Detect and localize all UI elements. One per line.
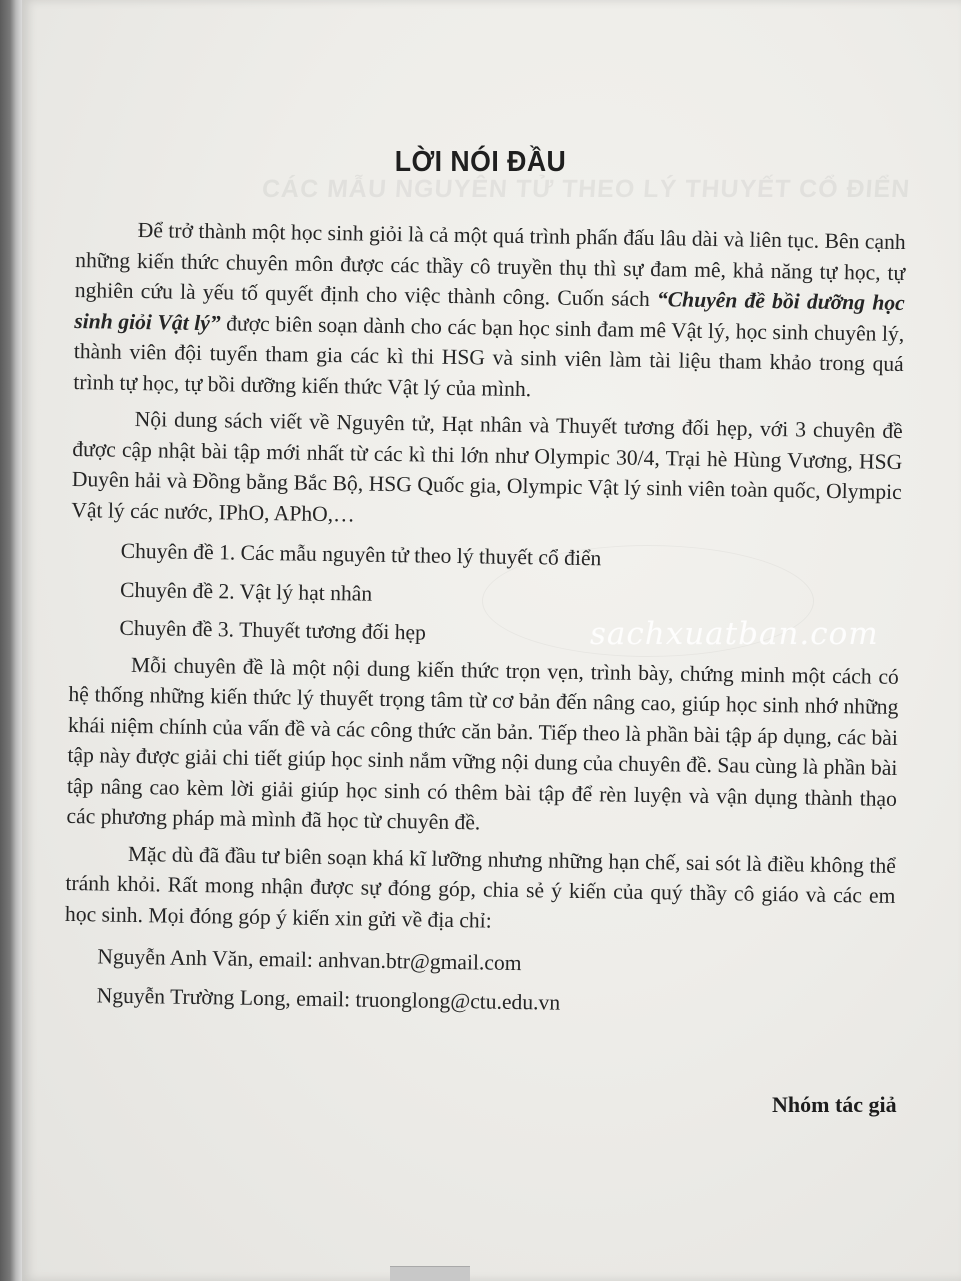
watermark: sachxuatban.com	[590, 616, 879, 652]
paragraph-intro	[73, 214, 906, 410]
paragraph-intro-end: được biên soạn dành cho các bạn học sinh đam mê Vật lý, học sinh chuyên lý, thành viên đội tuyển tham gia các kì thi HSG và sinh viên làm tài liệu tham khảo trong quá trình tự học, tự bồi dưỡng kiến thức Vật lý của mình.	[73, 310, 905, 401]
bottom-clip	[390, 1266, 470, 1281]
page-title: LỜI NÓI ĐẦU	[394, 146, 567, 178]
topic-item-2: Chuyên đề 2. Vật lý hạt nhân	[119, 577, 373, 606]
contact-item-2: Nguyễn Trường Long, email: truonglong@ctu.edu.vn	[96, 982, 561, 1015]
signature: Nhóm tác giả	[772, 1092, 897, 1117]
bleed-through-heading: CÁC MẪU NGUYÊN TỬ THEO LÝ THUYẾT CỔ ĐIỂN	[261, 175, 912, 203]
paragraph-structure: Mỗi chuyên đề là một nội dung kiến thức trọn vẹn, trình bày, chứng minh một cách có hệ thống những kiến thức lý thuyết trọng tâm từ cơ bản đến nâng cao, giúp học sinh nhớ những khái niệm chính của vấn đề và các công thức căn bản. Tiếp theo là phần bài tập áp dụng, các bài tập này được giải chi tiết giúp học sinh nắm vững nội dung của chuyên đề. Sau cùng là phần bài tập nâng cao kèm lời giải giúp học sinh có thêm bài tập để rèn luyện và vận dụng thành thạo các phương pháp mà mình đã học từ chuyên đề.	[66, 652, 900, 835]
paragraph-feedback: Mặc dù đã đầu tư biên soạn khá kĩ lưỡng nhưng những hạn chế, sai sót là điều không thể tránh khỏi. Rất mong nhận được sự đóng góp, chia sẻ ý kiến của quý thầy cô giáo và các em học sinh. Mọi đóng góp ý kiến xin gửi về địa chỉ:	[64, 841, 897, 933]
paragraph-content: Nội dung sách viết về Nguyên tử, Hạt nhân và Thuyết tương đối hẹp, với 3 chuyên đề được cập nhật bài tập mới nhất từ các kì thi lớn như Olympic 30/4, Trại hè Hùng Vương, HSG Duyên hải và Đồng bằng Bắc Bộ, HSG Quốc gia, Olympic Vật lý sinh viên toàn quốc, Olympic Vật lý các nước, IPhO, APhO,…	[71, 406, 903, 526]
paragraph-intro-start: Để trở thành một học sinh giỏi là cả một quá trình phấn đấu lâu dài và liên tục. Bên cạnh những kiến thức chuyên môn được các thầy cô truyền thụ thì sự đam mê, khả năng tự học, tự nghiên cứu là yếu tố quyết định cho việc thành công. Cuốn sách	[74, 217, 906, 312]
contact-item-1: Nguyễn Anh Văn, email: anhvan.btr@gmail.com	[97, 944, 522, 976]
book-title: “Chuyên đề bồi dưỡng học sinh giỏi Vật lý”	[74, 287, 905, 335]
topic-item-3: Chuyên đề 3. Thuyết tương đối hẹp	[119, 615, 427, 645]
topic-item-1: Chuyên đề 1. Các mẫu nguyên tử theo lý thuyết cổ điển	[120, 538, 602, 571]
